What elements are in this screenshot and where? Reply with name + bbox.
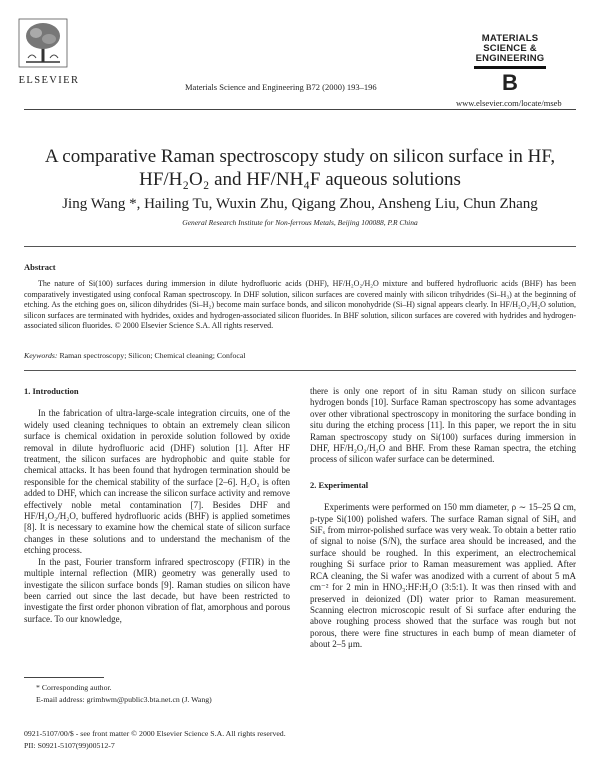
copyright-line: 0921-5107/00/$ - see front matter © 2000 Elsevier Science S.A. All rights reserved.: [24, 729, 286, 738]
journal-logo: [468, 34, 552, 95]
keywords: [24, 351, 576, 360]
journal-logo-line-3: ENGINEERING: [475, 53, 545, 64]
affiliation: General Research Institute for Non-ferrous Metals, Beijing 100088, P.R China: [182, 218, 418, 227]
abstract-text: The nature of Si(100) surfaces during immersion in dilute hydrofluoric acids (DHF), HF/H₂O₂/H₂O mixture and buffered hydrofluoric acids (BHF) has been comparatively investigated using confocal Raman spectroscopy. In DHF solution, silicon surfaces are covered mainly with silicon trihydrides (Si–H₃) at the beginning of etching. As the etching goes on, silicon dihydrides (Si–H₂) become main surface bonds, and silicon monohydride (Si–H) signal appears clearly. In HF/H₂O₂/H₂O solution, silicon surfaces are terminated with hydrides, oxides and hydrogen-associated silicon fluorides. In BHF solution, silicon surfaces are covered with hydrides and hydrogen-associated silicon fluorides. © 2000 Elsevier Science S.A. All rights reserved.: [24, 279, 576, 331]
paragraph: there is only one report of in situ Raman study on silicon surface hydrogen bonds [10]. Surface Raman spectroscopy has some advantages over other vibrational spectroscopy in monitoring the surface bonding in situ during the etching process [11]. In this paper, we report the in situ Raman spectroscopy study on Si(100) surfaces during immersion in DHF, HF/H₂O₂/H₂O and BHF. From these Raman spectra, the etching process of silicon wafer surface can be determined.: [310, 386, 576, 465]
author-list: Jing Wang *, Hailing Tu, Wuxin Zhu, Qigang Zhou, Ansheng Liu, Chun Zhang: [62, 196, 538, 212]
elsevier-tree-icon: [18, 18, 68, 68]
journal-logo-line-1: MATERIALS: [481, 33, 539, 44]
paragraph: In the fabrication of ultra-large-scale integration circuits, one of the widely used cleaning techniques to obtain an extremely clean silicon surface is chemical oxidation in peroxide solution followed by oxide removal in dilute hydrofluoric acid (DHF) solution [1]. After HF treatment, the silicon surfaces are hydrophobic and quite stable for chemical attacks. It has been found that hydrogen termination should be responsible for the chemical stability of the surface [2–6]. H₂O₂ is often added to DHF, which can increase the silicon surface activity and remove effectively noble metal contamination [7]. Besides DHF and HF/H₂O₂/H₂O, buffered hydrofluoric acids (BHF) is applied sometimes [8]. It is necessary to examine how the chemical state of silicon surface changes in these solutions and to understand the mechanism of the etching process.: [24, 408, 290, 556]
pii-line: PII: S0921-5107(99)00512-7: [24, 741, 115, 750]
section-heading-experimental: 2. Experimental: [310, 479, 369, 490]
publisher-name: ELSEVIER: [18, 75, 80, 86]
abstract-heading: Abstract: [24, 262, 56, 272]
journal-logo-bar: [474, 66, 546, 69]
paragraph: Experiments were performed on 150 mm diameter, ρ ∼ 15–25 Ω cm, p-type Si(100) polished wafers. The surface Raman signal of SiHₓ and SiFₓ from mirror-polished surface was very weak. To obtain a better ratio of signal to noise (S/N), the surface area should be increased, and the surface should be roughed. In this experiment, an electrochemical roughing Si surface prior to Raman measurement was applied. After RCA cleaning, the Si wafer was anodized with a current of about 5 mA cm⁻² for 2 min in HNO₃:HF:H₂O (3:5:1). It was then rinsed with and preserved in deionized (DI) water prior to Raman measurement. Scanning electron microscopic result of Si surface after enduring the above roughing process showed that the surface was rough but not porous, there were fine structures in each bump of mean diameter of about 2–5 μm.: [310, 502, 576, 650]
journal-url[interactable]: www.elsevier.com/locate/mseb: [456, 98, 562, 108]
header-divider: [24, 109, 576, 110]
divider: [24, 370, 576, 371]
keywords-label: Keywords:: [24, 351, 58, 360]
divider: [24, 246, 576, 247]
journal-logo-letter: B: [501, 70, 519, 95]
keywords-list: Raman spectroscopy; Silicon; Chemical cleaning; Confocal: [59, 351, 246, 360]
journal-citation: Materials Science and Engineering B72 (2000) 193–196: [185, 82, 377, 92]
corresponding-author-note: * Corresponding author.: [36, 683, 112, 692]
footnote-divider: [24, 677, 104, 678]
paragraph: In the past, Fourier transform infrared spectroscopy (FTIR) in the multiple internal reflection (MIR) geometry was generally used to investigate the silicon surface bonds [9]. Raman studies on silicon have been carried out since the last decade, but have been restricted to investigate the first order phonon vibration of flat, amorphous and porous surface. To our knowledge,: [24, 556, 290, 624]
section-heading-introduction: 1. Introduction: [24, 386, 79, 396]
paper-title: A comparative Raman spectroscopy study on silicon surface in HF, HF/H₂O₂ and HF/NH₄F aqueous solutions: [44, 146, 556, 190]
journal-logo-line-2: SCIENCE &: [483, 43, 537, 54]
right-column: [310, 386, 576, 651]
left-column: [24, 386, 290, 625]
elsevier-logo: [18, 18, 80, 86]
email-note: E-mail address: grimhwm@public3.bta.net.cn (J. Wang): [36, 695, 212, 704]
